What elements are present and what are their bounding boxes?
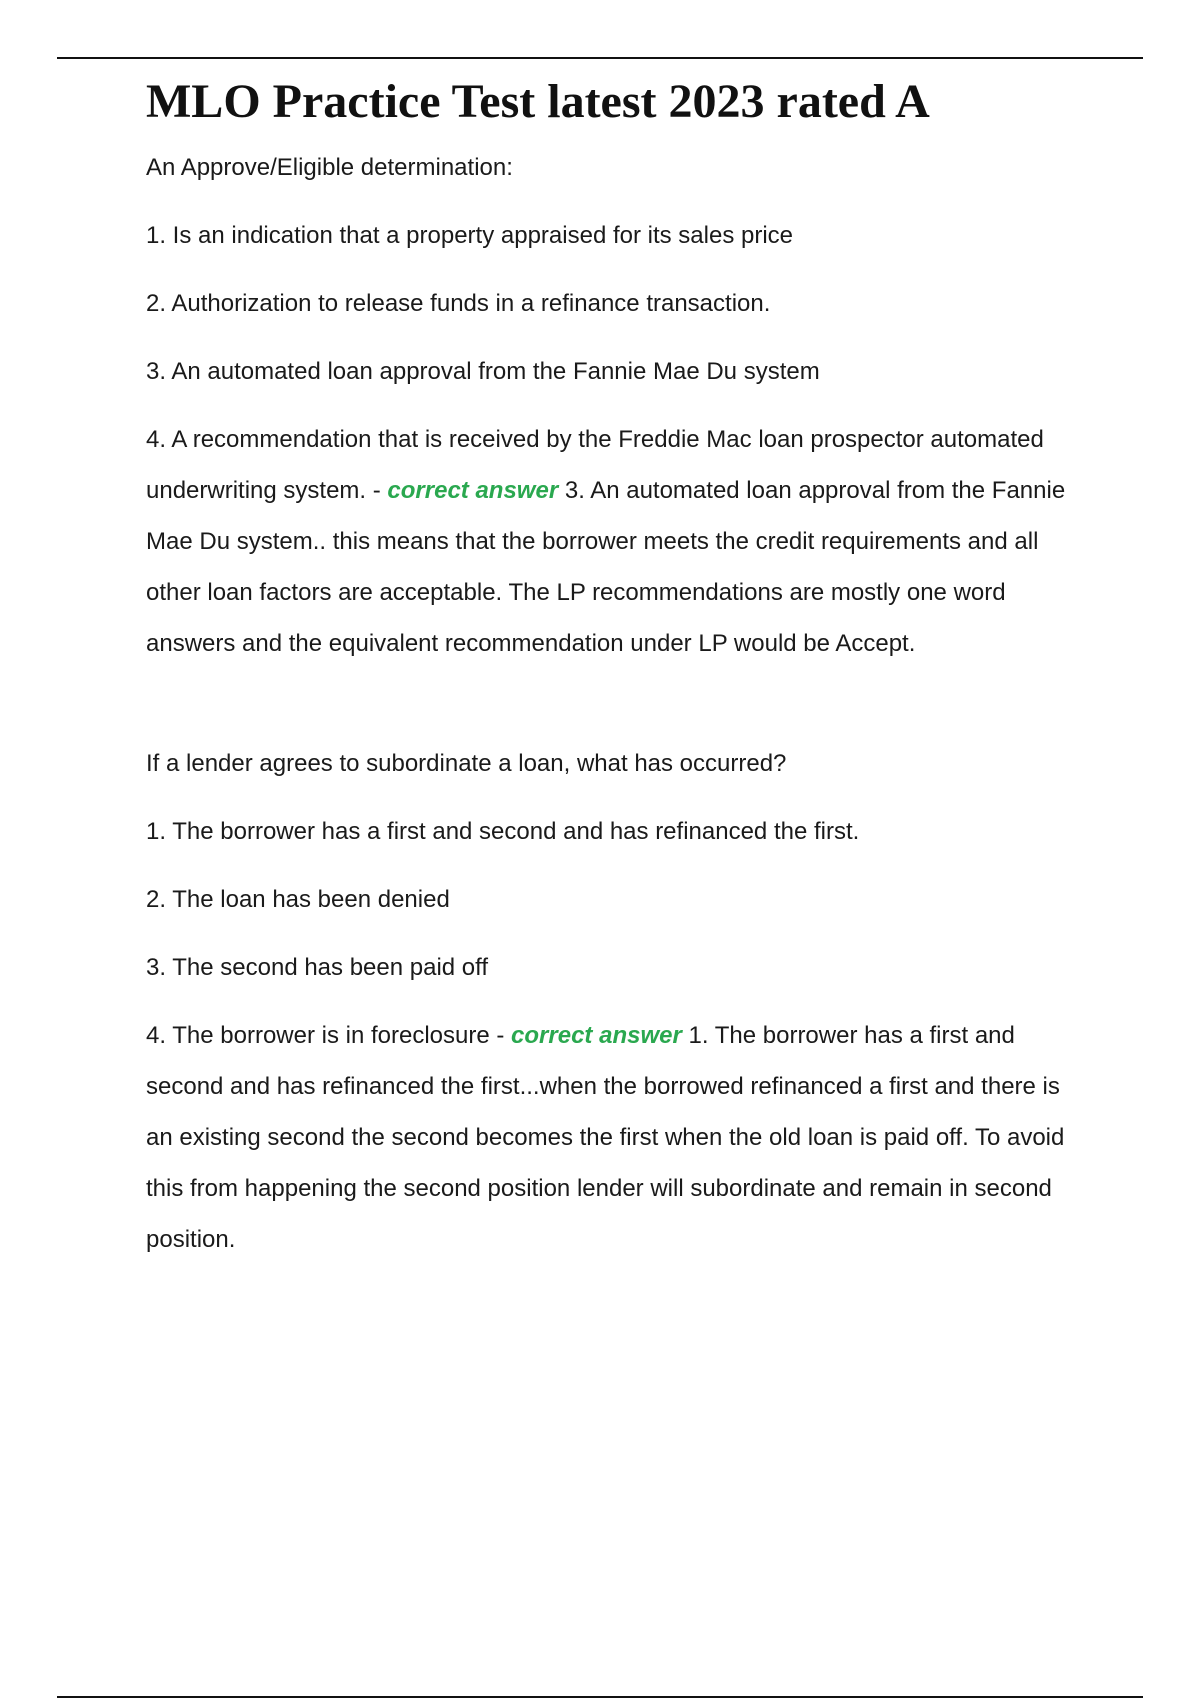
question-spacer xyxy=(146,669,1086,738)
question-1-option-1: 1. Is an indication that a property appraised for its sales price xyxy=(146,222,794,249)
question-2 xyxy=(146,738,1086,1265)
page-title: MLO Practice Test latest 2023 rated A xyxy=(146,75,930,128)
top-rule xyxy=(57,57,1143,59)
question-2-option-4: 4. The borrower is in foreclosure - xyxy=(146,1022,512,1049)
question-1 xyxy=(146,142,1086,669)
question-2-prompt: If a lender agrees to subordinate a loan, what has occurred? xyxy=(146,750,787,777)
question-2-option-2: 2. The loan has been denied xyxy=(146,886,450,913)
question-2-answer-explanation: 1. The borrower has a first and second and has refinanced the first...when the borrowed refinanced a first and there is an existing second the second becomes the first when the old loan is paid off. To avoid this from happening the second position lender will subordinate and remain in second position. xyxy=(146,1022,1065,1253)
correct-answer-label: correct answer xyxy=(511,1022,682,1049)
question-1-option-2: 2. Authorization to release funds in a refinance transaction. xyxy=(146,290,771,317)
question-1-option-4-with-answer xyxy=(146,414,1086,669)
question-2-option-1: 1. The borrower has a first and second and has refinanced the first. xyxy=(146,818,860,845)
question-1-answer-explanation: 3. An automated loan approval from the Fannie Mae Du system.. this means that the borrower meets the credit requirements and all other loan factors are acceptable. The LP recommendations are mostly one word answers and the equivalent recommendation under LP would be Accept. xyxy=(146,477,1066,657)
question-2-option-4-with-answer xyxy=(146,1010,1086,1265)
document-body xyxy=(146,72,1086,1265)
question-2-option-3: 3. The second has been paid off xyxy=(146,954,489,981)
correct-answer-label: correct answer xyxy=(387,477,559,504)
question-1-prompt: An Approve/Eligible determination: xyxy=(146,154,513,181)
question-1-option-3: 3. An automated loan approval from the Fannie Mae Du system xyxy=(146,358,820,385)
question-1-option-4: 4. A recommendation that is received by the Freddie Mac loan prospector automated underwriting system. - xyxy=(146,426,1044,504)
bottom-rule xyxy=(57,1696,1143,1698)
